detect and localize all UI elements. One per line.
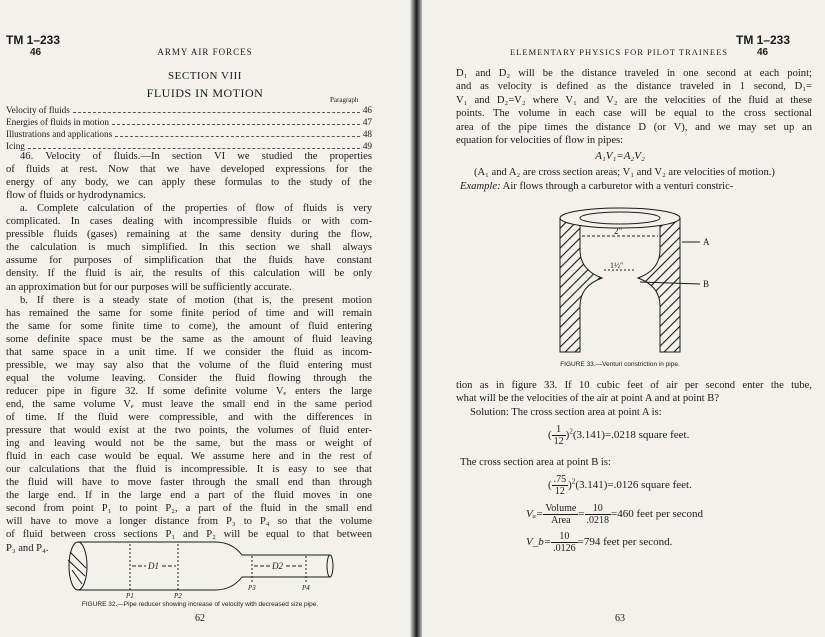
paragraph-label: Paragraph <box>330 96 359 104</box>
eq-va-den1: Area <box>551 515 571 526</box>
pipe-small-end-ellipse <box>327 555 333 577</box>
page-folio-right: 63 <box>615 613 625 624</box>
body-line: a. Complete calculation of the properties of flow of fluids is very <box>20 203 372 215</box>
eq-va-lhs: Vₐ= <box>526 508 544 521</box>
toc-entry-title: Velocity of fluids <box>6 105 70 115</box>
example-line <box>460 181 733 192</box>
section-title: FLUIDS IN MOTION <box>146 86 264 100</box>
eq-va-den2: .0218 <box>586 515 610 526</box>
note-line: (A₁ and A₂ are cross section areas; V₁ and V₂ are velocities of motion.) <box>474 167 775 178</box>
body-line: an approximation but for our purposes will be sufficiently accurate. <box>6 281 292 293</box>
eq-vb-numerator: 10 <box>551 531 578 543</box>
equation-area-a: ( $\frac{1}{12}$ )$^2$(3.141)=.0218 square feet. <box>548 424 690 447</box>
label-p4: P4 <box>302 584 310 592</box>
toc-leader-dots <box>112 124 360 125</box>
body-line: the same for some finite time to come), the amount of fluid entering <box>6 320 372 332</box>
equation-area-b: ( $\frac{.75}{12}$ )$^2$(3.141)=.0126 square feet. <box>548 474 692 497</box>
figure-32-pipe-reducer <box>60 536 340 598</box>
eq-va-rest: =460 feet per second <box>611 508 704 521</box>
toc-leader-dots <box>28 148 360 149</box>
label-p1: P1 <box>126 592 134 598</box>
toc-leader-dots <box>115 136 360 137</box>
body-line: equation for velocities of flow in pipes: <box>456 135 624 146</box>
body-line: complicated. In cases dealing with incompressible fluids or with com- <box>6 216 372 228</box>
page-number-top-right: 46 <box>757 47 769 58</box>
eq-vb-denominator: .0126 <box>553 543 576 554</box>
body-line: of fluids at rest. Now that we have developed expressions for the <box>6 164 372 176</box>
eq-a-numerator: 1 <box>552 424 566 436</box>
label-p2: P2 <box>174 592 182 598</box>
page-number-top-left: 46 <box>30 47 42 58</box>
label-throat-dimension: 1½" <box>610 261 624 270</box>
toc-entry-title: Illustrations and applications <box>6 129 113 139</box>
body-line: points. The volume in each case will be equal to the cross sectional <box>456 108 812 120</box>
eq-b-denominator: 12 <box>554 486 565 497</box>
toc-entry-paragraph: 48 <box>362 129 372 139</box>
eq-a-rest: (3.141)=.0218 square feet. <box>572 429 690 442</box>
body-line: energy of any body, we can apply these formulas to the study of the <box>6 177 372 189</box>
body-line: of time. If the fluid were compressible, and with the differences in <box>6 412 372 423</box>
tm-label-right: TM 1–233 <box>736 33 791 47</box>
equation-velocity-b <box>526 531 672 554</box>
toc-entry-title: Icing <box>6 141 25 151</box>
label-p3: P3 <box>248 584 256 592</box>
body-line: tion as in figure 33. If 10 cubic feet of air per second enter the tube, <box>456 380 812 391</box>
hatch-line <box>68 560 85 576</box>
label-point-b: B <box>703 279 710 289</box>
toc-entry <box>6 104 372 115</box>
body-line: density. If the fluid is air, the results of this calculation will be only <box>6 268 372 280</box>
body-line: pressure that would exist at the two points, the volumes of fluid enter- <box>6 425 372 437</box>
body-line: has remained the same for some finite period of time and will remain <box>6 307 372 319</box>
body-line: 46. Velocity of fluids.—In section VI we studied the properties <box>20 151 372 162</box>
body-line: equal the volume leaving. Consider the fluid flowing through the <box>6 372 372 384</box>
example-label: Example: <box>460 181 501 192</box>
body-line: assume for purposes of simplification that the fluids have constant <box>6 255 372 267</box>
toc-entry <box>6 116 372 127</box>
section-label: SECTION VIII <box>168 70 242 82</box>
page-folio-left: 62 <box>195 613 205 624</box>
toc-entry-paragraph: 47 <box>362 117 372 127</box>
eq-vb-rest: =794 feet per second. <box>577 536 673 549</box>
eq-b-numerator: .75 <box>553 474 567 485</box>
toc-entry-paragraph: 46 <box>362 105 372 115</box>
reducer-bottom-edge <box>215 577 330 590</box>
body-line: ing and leaving would not be the same, but the mass or weight of <box>6 438 372 450</box>
hatch-line <box>70 552 86 568</box>
running-head-right: ELEMENTARY PHYSICS FOR PILOT TRAINEES <box>510 47 728 57</box>
body-line: Solution: The cross section area at point A is: <box>470 406 662 418</box>
eq-b-rest: (3.141)=.0126 square feet. <box>575 479 692 492</box>
toc-entry-title: Energies of fluids in motion <box>6 117 109 127</box>
label-d1: D1 <box>148 561 159 571</box>
eq-va-num1: Volume <box>545 503 577 514</box>
label-d2: D2 <box>272 561 283 571</box>
body-line: will have to move a longer distance from P₃ to P₄ so that the volume <box>6 516 372 528</box>
body-line: area of the pipe times the distance D (or V), and we may set up an <box>456 121 812 133</box>
tm-label-left: TM 1–233 <box>6 33 61 47</box>
running-head-left: ARMY AIR FORCES <box>157 47 253 57</box>
body-line: second from point P₁ to point P₂, a part of the fluid in the small end <box>6 503 372 515</box>
body-line: the large end. If in the large end a part of the fluid moves in one <box>6 490 372 502</box>
reducer-top-edge <box>215 542 330 555</box>
body-line: pressible fluids (gases) remaining at the same density during the flow, <box>6 229 372 241</box>
left-page <box>0 0 410 637</box>
venturi-right-wall <box>638 218 680 352</box>
body-line: flow of fluids or hydrodynamics. <box>6 190 146 202</box>
body-line: the fluid will have to move faster through the small end than through <box>6 477 372 489</box>
body-line: and as velocity is defined as the distance traveled in 1 second, D₁= <box>456 81 812 93</box>
toc-entry-paragraph: 49 <box>362 141 372 151</box>
body-line: what will be the velocities of the air at point A and at point B? <box>456 393 720 405</box>
body-line: fluid in each case would be equal. We assume here and in the rest of <box>6 451 372 463</box>
body-line: P₃ and P₄. <box>6 542 49 554</box>
text-area-b: The cross section area at point B is: <box>460 457 611 468</box>
eq-vb-lhs: V_b= <box>526 536 552 549</box>
body-line: pressible, we may say also that the volume of the fluid entering must <box>6 359 372 371</box>
body-line: the calculation is much simplified. In this section we shall always <box>6 242 372 254</box>
eq-va-num2: 10 <box>585 503 612 515</box>
body-line: end, the same volume Vₑ must leave the small end in the same period <box>6 398 372 410</box>
toc-entry <box>6 128 372 139</box>
eq-a-denominator: 12 <box>553 436 564 447</box>
toc-leader-dots <box>73 112 360 113</box>
label-point-a: A <box>703 237 710 247</box>
example-text: Air flows through a carburetor with a venturi constric- <box>502 181 734 192</box>
body-line: some definite space must be the same as the amount of fluid leaving <box>6 333 372 345</box>
body-line: of fluid between cross sections P₁ and P₂ will be equal to that between <box>6 529 372 541</box>
equation-velocity-a: Vₐ= $\frac{\text{Volume}}{\text{Area}}$ = $\frac{10}{.0218}$ =460 feet per second <box>526 503 704 526</box>
figure-33-caption: FIGURE 33.—Venturi constriction in pipe. <box>560 361 680 368</box>
body-line: our calculations that the fluid is incompressible. It is easy to see that <box>6 464 372 476</box>
venturi-left-wall <box>560 218 602 352</box>
body-line: V₁ and D₂=V₂ where V₁ and V₂ are the velocities of the fluid at these <box>456 94 812 106</box>
right-page <box>420 0 825 637</box>
body-line: reducer pipe in figure 32. If some definite volume Vₑ enters the large <box>6 385 372 397</box>
body-line: b. If there is a steady state of motion (that is, the present motion <box>20 294 372 306</box>
label-top-dimension: 2" <box>614 226 623 236</box>
figure-32-caption: FIGURE 32.—Pipe reducer showing increase of velocity with decreased size pipe. <box>81 601 319 608</box>
body-line: that same space in a unit time. If we consider the fluid as incom- <box>6 346 372 358</box>
figure-33-venturi-tube <box>550 198 730 356</box>
body-line: D₁ and D₂ will be the distance traveled in one second at each point; <box>456 68 812 79</box>
venturi-top-opening <box>560 208 680 228</box>
equation-continuity: A₁V₁=A₂V₂ <box>595 150 645 162</box>
